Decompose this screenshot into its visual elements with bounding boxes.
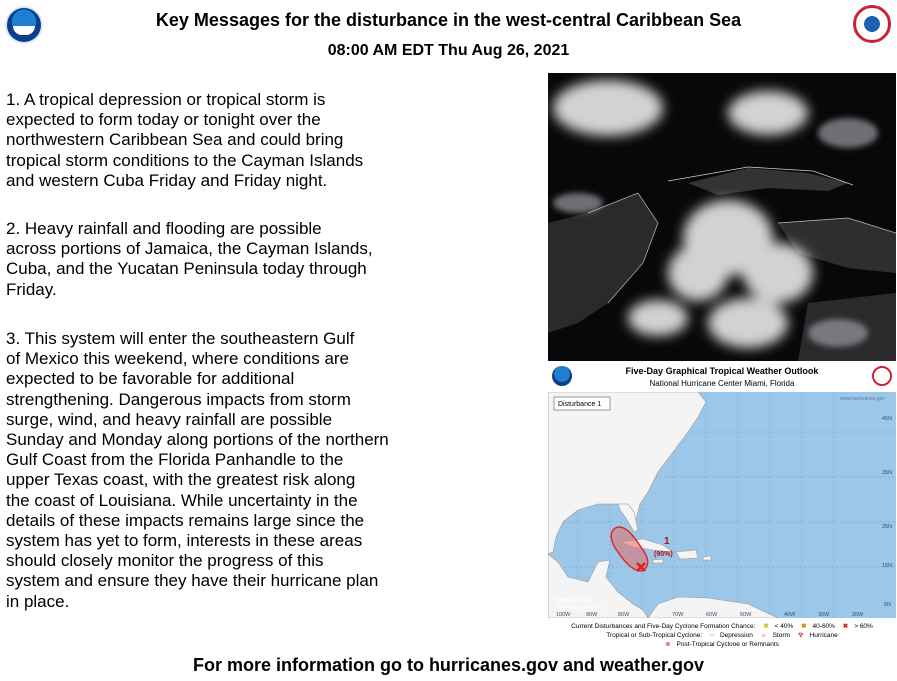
- lat-label: 45N: [882, 416, 893, 422]
- legend-title: Current Disturbances and Five-Day Cyclone Formation Chance:: [571, 623, 756, 630]
- lon-label: 90W: [586, 612, 598, 618]
- key-message-2: 2. Heavy rainfall and flooding are possible across portions of Jamaica, the Cayman Islands, Cuba, and the Yucatan Peninsula today through Friday.: [6, 219, 373, 299]
- lat-label: 5N: [884, 602, 892, 608]
- footer-text: For more information go to hurricanes.gov and weather.gov: [192, 655, 705, 675]
- lat-label: 15N: [882, 563, 893, 569]
- outlook-title: Five-Day Graphical Tropical Weather Outlook: [625, 366, 819, 376]
- key-message-3: 3. This system will enter the southeastern Gulf of Mexico this weekend, where conditions are expected to be favorable for additional strengthening. Dangerous impacts from storm surge, wind, and heavy rainfall are possible Sunday and Monday along portions of the northern Gulf Coast from the Florida Panhandle to the upper Texas coast, with the greatest risk along the coast of Louisiana. While uncertainty in the details of these impacts remains large since the system has yet to form, interests in these areas should closely monitor the progress of this system and ensure they have their hurricane plan in place.: [6, 329, 389, 611]
- lon-label: 50W: [740, 612, 752, 618]
- lon-label: 100W: [556, 612, 571, 618]
- legend-storm: Storm: [772, 632, 790, 639]
- lon-label: 30W: [818, 612, 830, 618]
- post-tropical-icon: ⊗: [665, 641, 671, 648]
- disturbance-number: 1: [664, 536, 670, 547]
- key-message-1: 1. A tropical depression or tropical storm is expected to form today or tonight over the northwestern Caribbean Sea and could bring tropical storm conditions to the Cayman Islands and western Cuba Friday and Friday night.: [6, 90, 364, 190]
- outlook-map: [548, 392, 896, 618]
- watermark: www.hurricanes.gov: [840, 396, 885, 402]
- storm-icon: ☼: [760, 632, 767, 639]
- hurricane-icon: ☢: [797, 632, 804, 639]
- legend-low: < 40%: [774, 623, 794, 630]
- page-title: Key Messages for the disturbance in the west-central Caribbean Sea: [155, 10, 742, 30]
- legend-depression: Depression: [719, 632, 753, 639]
- legend-post-tropical: Post-Tropical Cyclone or Remnants: [676, 641, 779, 648]
- lat-label: 35N: [882, 470, 893, 476]
- lon-label: 40W: [784, 612, 796, 618]
- map-legend: [548, 622, 896, 649]
- lon-label: 70W: [672, 612, 684, 618]
- map-timestamp-2: Thu Aug 26 2021: [556, 605, 604, 611]
- lon-label: 20W: [852, 612, 864, 618]
- satellite-image: [548, 73, 896, 361]
- medium-chance-icon: ✖: [801, 623, 807, 630]
- issued-time: 08:00 AM EDT Thu Aug 26, 2021: [327, 42, 570, 59]
- legend-cyclone-title: Tropical or Sub-Tropical Cyclone:: [606, 632, 703, 639]
- legend-medium: 40-60%: [812, 623, 835, 630]
- outlook-graphic: [548, 362, 896, 648]
- lon-label: 60W: [706, 612, 718, 618]
- disturbance-chance: (90%): [654, 551, 673, 558]
- high-chance-icon: ✖: [842, 623, 849, 630]
- lon-label: 80W: [618, 612, 630, 618]
- disturbance-label: Disturbance 1: [558, 401, 602, 408]
- low-chance-icon: ✖: [763, 623, 769, 630]
- legend-hurricane: Hurricane: [809, 632, 838, 639]
- lat-label: 25N: [882, 524, 893, 530]
- legend-high: > 60%: [854, 623, 873, 630]
- outlook-subtitle: National Hurricane Center Miami, Florida: [649, 379, 795, 388]
- map-timestamp-1: 8:00 am EDT: [556, 598, 593, 604]
- depression-icon: ○: [710, 632, 714, 639]
